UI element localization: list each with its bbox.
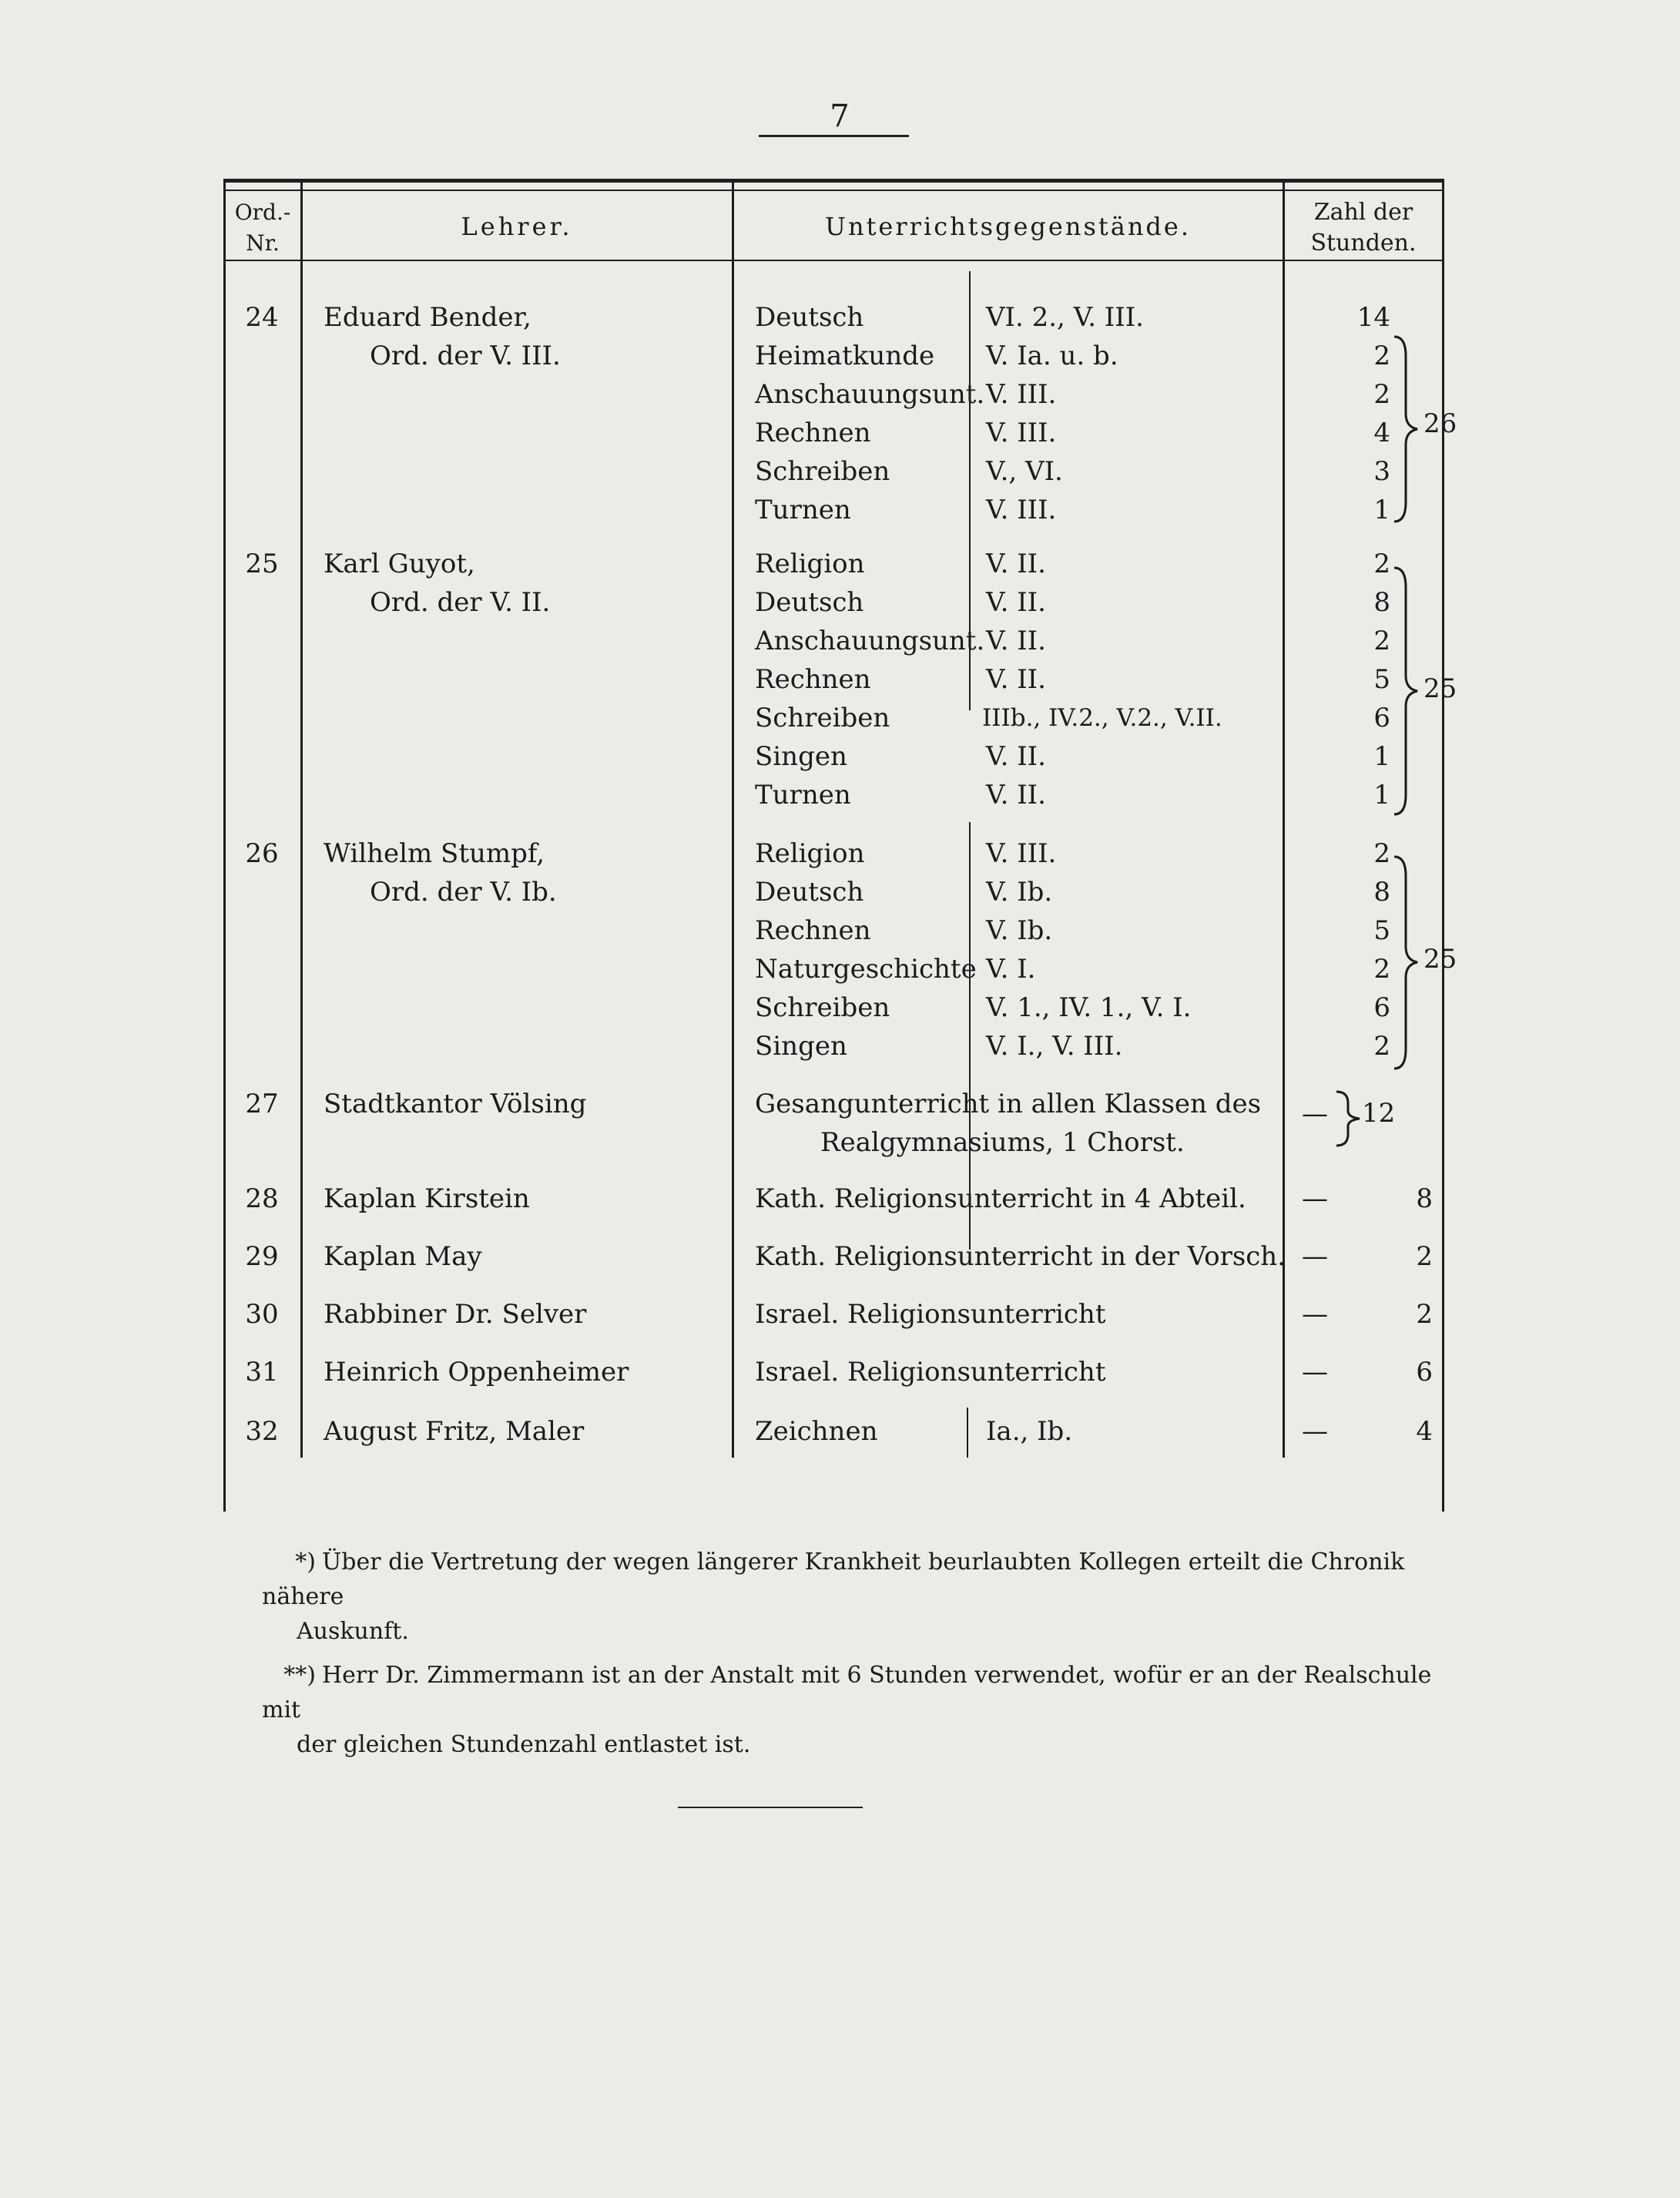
header-ord-nr: Ord.-Nr.: [234, 200, 291, 256]
hours: 2: [1373, 1031, 1390, 1062]
brace-icon: [1390, 853, 1421, 1072]
classes: V. III.: [986, 495, 1057, 525]
header-subjects: Unterrichtsgegenstände.: [824, 212, 1192, 241]
teacher-role: Ord. der V. Ib.: [370, 877, 557, 908]
hours-dash: —: [1302, 1416, 1328, 1447]
col-line-nr: [300, 179, 303, 1458]
subject-text: Israel. Religionsunterricht: [755, 1299, 1106, 1330]
hours: 4: [1373, 418, 1390, 448]
classes: IIIb., IV.2., V.2., V.II.: [982, 704, 1222, 732]
teacher-nr: 26: [245, 838, 279, 869]
teacher-nr: 25: [245, 549, 279, 579]
total-hours: 26: [1423, 408, 1457, 439]
subject: Schreiben: [755, 992, 890, 1023]
classes: V. 1., IV. 1., V. I.: [986, 992, 1192, 1023]
teacher-name: Eduard Bender,: [324, 302, 531, 333]
teacher-nr: 29: [245, 1241, 279, 1272]
hours: 2: [1416, 1241, 1433, 1272]
col-line-left: [223, 179, 226, 1512]
classes: V. III.: [986, 379, 1057, 410]
total-hours: 25: [1423, 944, 1457, 975]
hours: 2: [1373, 838, 1390, 869]
total-hours: 25: [1423, 673, 1457, 704]
teacher-name: Kaplan May: [324, 1241, 482, 1272]
subject-text: Kath. Religionsunterricht in der Vorsch.: [755, 1241, 1286, 1272]
footnote: [262, 1658, 1448, 1762]
teacher-name: August Fritz, Maler: [324, 1416, 585, 1447]
classes: V. II.: [986, 664, 1046, 695]
subject: Religion: [755, 549, 865, 579]
hours: 2: [1416, 1299, 1433, 1330]
footnote-text-cont: Auskunft.: [297, 1618, 409, 1645]
subject: Deutsch: [755, 877, 864, 908]
hours: 3: [1373, 456, 1390, 487]
table-top-rule-thin: [223, 190, 1444, 191]
end-rule: [678, 1807, 863, 1808]
subject: Rechnen: [755, 915, 871, 946]
brace-icon: [1390, 564, 1421, 818]
table-top-rule: [223, 179, 1444, 183]
hours: 6: [1373, 992, 1390, 1023]
subject: Turnen: [755, 495, 851, 525]
hours: 5: [1373, 664, 1390, 695]
hours: 2: [1373, 954, 1390, 985]
classes: V. II.: [986, 587, 1046, 618]
teacher-name: Heinrich Oppenheimer: [324, 1357, 629, 1388]
teacher-name: Wilhelm Stumpf,: [324, 838, 545, 869]
footnote-text-cont: der gleichen Stundenzahl entlastet ist.: [297, 1731, 751, 1758]
classes: V. I.: [986, 954, 1036, 985]
teacher-nr: 32: [245, 1416, 279, 1447]
teacher-nr: 27: [245, 1089, 279, 1119]
hours-dash: —: [1302, 1183, 1328, 1214]
hours-dash: —: [1302, 1099, 1328, 1129]
subject: Singen: [755, 1031, 847, 1062]
hours-dash: —: [1302, 1241, 1328, 1272]
hours: 2: [1373, 549, 1390, 579]
hours: 1: [1373, 495, 1390, 525]
header-teacher: Lehrer.: [461, 212, 573, 241]
classes: V. II.: [986, 549, 1046, 579]
classes: V. II.: [986, 626, 1046, 656]
col-line-teacher: [732, 179, 734, 1458]
hours: 2: [1373, 379, 1390, 410]
subject: Naturgeschichte: [755, 954, 977, 985]
hours: 1: [1373, 780, 1390, 810]
footnote: [262, 1545, 1448, 1649]
classes: V. II.: [986, 780, 1046, 810]
classes: V. Ib.: [986, 877, 1053, 908]
classes: Ia., Ib.: [986, 1416, 1073, 1447]
subject-text: Gesangunterricht in allen Klassen des: [755, 1089, 1262, 1119]
teacher-role: Ord. der V. III.: [370, 341, 561, 371]
classes: V. Ib.: [986, 915, 1053, 946]
teacher-nr: 24: [245, 302, 279, 333]
subject: Turnen: [755, 780, 851, 810]
col-line-right: [1442, 179, 1444, 1512]
footnotes: [262, 1545, 1448, 1771]
teacher-table: [223, 179, 1457, 1513]
hours: 6: [1416, 1357, 1433, 1388]
teacher-nr: 31: [245, 1357, 279, 1388]
sub-col-line: [967, 1408, 968, 1458]
subject: Schreiben: [755, 703, 890, 733]
teacher-name: Stadtkantor Völsing: [324, 1089, 587, 1119]
subject: Anschauungsunt.: [755, 379, 985, 410]
classes: V. Ia. u. b.: [986, 341, 1118, 371]
classes: V. II.: [986, 741, 1046, 772]
footnote-text: Herr Dr. Zimmermann ist an der Anstalt mit 6 Stunden verwendet, wofür er an der Realschule mit: [262, 1662, 1432, 1723]
subject: Deutsch: [755, 302, 864, 333]
teacher-name: Kaplan Kirstein: [324, 1183, 530, 1214]
subject-text-cont: Realgymnasiums, 1 Chorst.: [820, 1127, 1185, 1158]
teacher-name: Karl Guyot,: [324, 549, 475, 579]
subject-text: Israel. Religionsunterricht: [755, 1357, 1106, 1388]
classes: V. III.: [986, 418, 1057, 448]
hours: 5: [1373, 915, 1390, 946]
page-number-rule: [759, 135, 909, 137]
footnote-mark: **): [283, 1662, 316, 1689]
classes: VI. 2., V. III.: [986, 302, 1144, 333]
footnote-mark: *): [295, 1549, 316, 1576]
hours: 6: [1373, 703, 1390, 733]
header-hours: Zahl der Stunden.: [1310, 199, 1417, 257]
classes: V. III.: [986, 838, 1057, 869]
classes: V. I., V. III.: [986, 1031, 1123, 1062]
subject: Deutsch: [755, 587, 864, 618]
brace-icon: [1390, 333, 1421, 525]
teacher-nr: 30: [245, 1299, 279, 1330]
hours-dash: —: [1302, 1357, 1328, 1388]
subject: Zeichnen: [755, 1416, 878, 1447]
footnote-text: Über die Vertretung der wegen längerer Krankheit beurlaubten Kollegen erteilt die Chronik nähere: [262, 1549, 1405, 1610]
hours: 8: [1373, 877, 1390, 908]
hours-dash: —: [1302, 1299, 1328, 1330]
subject: Religion: [755, 838, 865, 869]
subject: Anschauungsunt.: [755, 626, 985, 656]
hours: 2: [1373, 626, 1390, 656]
hours: 1: [1373, 741, 1390, 772]
subject: Schreiben: [755, 456, 890, 487]
hours: 8: [1416, 1183, 1433, 1214]
hours: 14: [1356, 302, 1390, 333]
teacher-role: Ord. der V. II.: [370, 587, 551, 618]
brace-icon: [1333, 1088, 1363, 1149]
subject: Rechnen: [755, 418, 871, 448]
hours: 8: [1373, 587, 1390, 618]
subject-text: Kath. Religionsunterricht in 4 Abteil.: [755, 1183, 1246, 1214]
total-hours: 12: [1362, 1098, 1396, 1129]
hours: 4: [1416, 1416, 1433, 1447]
subject: Rechnen: [755, 664, 871, 695]
subject: Heimatkunde: [755, 341, 935, 371]
page-number: 7: [830, 99, 850, 134]
hours: 2: [1373, 341, 1390, 371]
teacher-name: Rabbiner Dr. Selver: [324, 1299, 587, 1330]
classes: V., VI.: [986, 456, 1063, 487]
table-header-rule: [223, 260, 1444, 261]
subject: Singen: [755, 741, 847, 772]
teacher-nr: 28: [245, 1183, 279, 1214]
